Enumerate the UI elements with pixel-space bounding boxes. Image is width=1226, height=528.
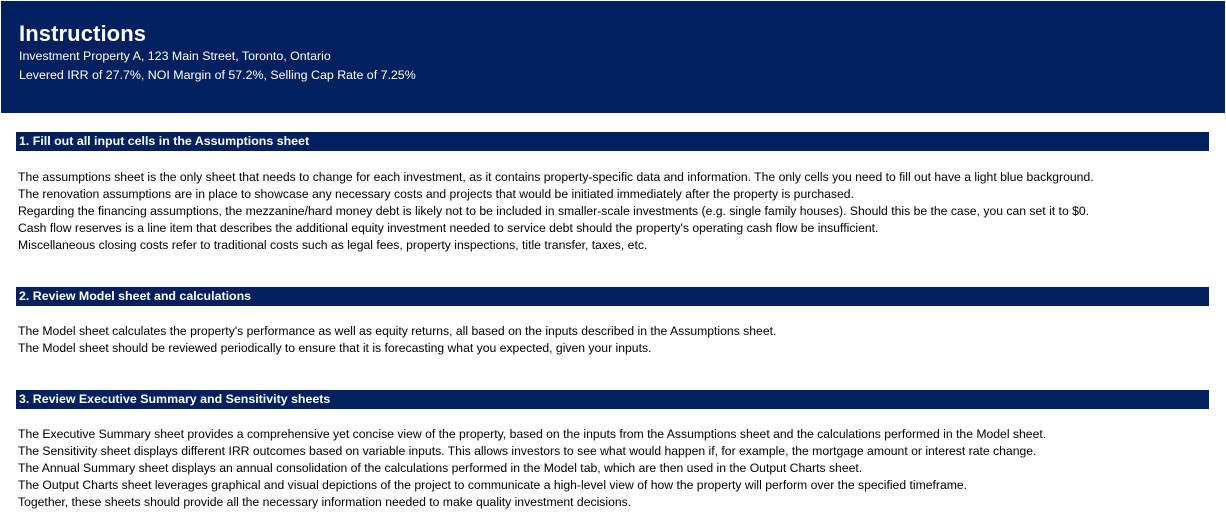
section-line: The Sensitivity sheet displays different IRR outcomes based on variable inputs. This allows investors to see what would happen if, for example, the mortgage amount or interest rate change. [18,444,1037,458]
section-line: The Executive Summary sheet provides a comprehensive yet concise view of the property, based on the inputs from the Assumptions sheet and the calculations performed in the Model sheet. [18,427,1047,441]
section-title: 2. Review Model sheet and calculations [19,289,252,303]
section-title: 3. Review Executive Summary and Sensitivity sheets [19,392,331,406]
section-line: Miscellaneous closing costs refer to traditional costs such as legal fees, property inspections, title transfer, taxes, etc. [18,238,648,252]
section-header-assumptions [16,132,1209,151]
header-band [1,1,1225,113]
section-line: Regarding the financing assumptions, the mezzanine/hard money debt is likely not to be included in smaller-scale investments (e.g. single family houses). Should this be the case, you can set it to $0. [18,204,1090,218]
section-header-executive-summary [16,390,1209,409]
section-line: Together, these sheets should provide all the necessary information needed to make quality investment decisions. [18,495,632,509]
key-metrics: Levered IRR of 27.7%, NOI Margin of 57.2%, Selling Cap Rate of 7.25% [19,68,416,82]
page-title: Instructions [19,21,147,46]
section-line: The Model sheet should be reviewed periodically to ensure that it is forecasting what you expected, given your inputs. [18,341,652,355]
section-header-model [16,287,1209,306]
section-line: The Model sheet calculates the property's performance as well as equity returns, all based on the inputs described in the Assumptions sheet. [18,324,777,338]
section-line: The Output Charts sheet leverages graphical and visual depictions of the project to communicate a high-level view of how the property will perform over the specified timeframe. [18,478,968,492]
section-line: The renovation assumptions are in place to showcase any necessary costs and projects that would be initiated immediately after the property is purchased. [18,187,854,201]
property-address: Investment Property A, 123 Main Street, Toronto, Ontario [19,49,331,63]
section-line: The assumptions sheet is the only sheet that needs to change for each investment, as it contains property-specific data and information. The only cells you need to fill out have a light blue background. [18,170,1094,184]
section-title: 1. Fill out all input cells in the Assumptions sheet [19,134,310,148]
section-line: Cash flow reserves is a line item that describes the additional equity investment needed to service debt should the property's operating cash flow be insufficient. [18,221,879,235]
section-line: The Annual Summary sheet displays an annual consolidation of the calculations performed in the Model tab, which are then used in the Output Charts sheet. [18,461,863,475]
